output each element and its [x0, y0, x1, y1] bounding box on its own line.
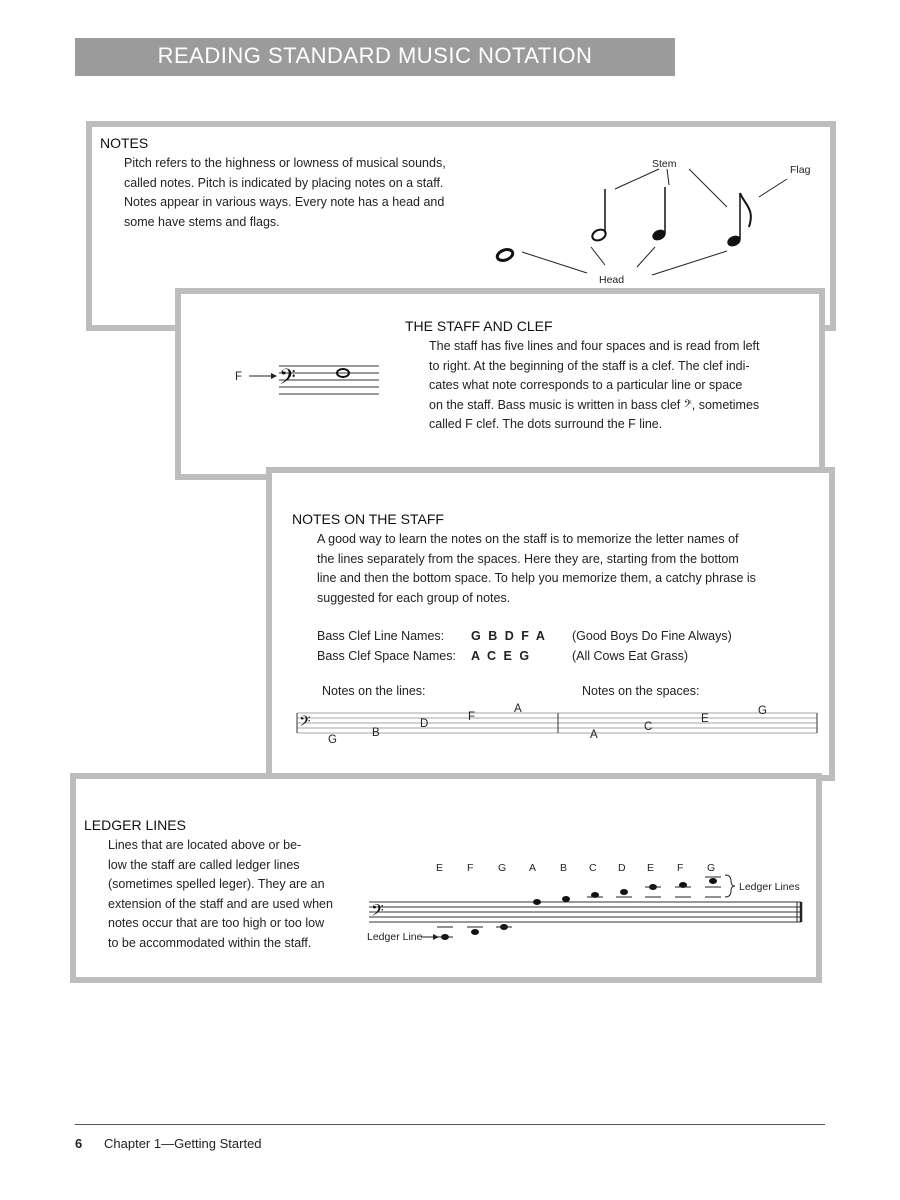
ledger-line: (sometimes spelled leger). They are an — [108, 877, 325, 891]
note-letter: F — [467, 862, 474, 874]
page-title: READING STANDARD MUSIC NOTATION — [157, 43, 593, 68]
note-letter: E — [647, 862, 655, 874]
note-letter: G — [707, 862, 716, 874]
stem-label: Stem — [652, 158, 677, 170]
notes-line: some have stems and flags. — [124, 214, 280, 229]
line-note-letter: D — [420, 718, 429, 730]
ledger-line: extension of the staff and are used when — [108, 896, 333, 911]
space-names-value: A C E G — [471, 649, 532, 663]
line-note-letter: B — [372, 727, 380, 739]
note-letter: F — [677, 862, 684, 874]
f-label: F — [235, 371, 243, 383]
space-note-letter: C — [644, 721, 653, 733]
note-head — [709, 878, 717, 884]
note-head — [471, 929, 479, 935]
space-note-letter: E — [701, 713, 709, 725]
staff-clef-line: on the staff. Bass music is written in bass clef 𝄢, sometimes — [429, 397, 760, 412]
f-clef-diagram — [231, 354, 391, 414]
notes-line: Pitch refers to the highness or lowness of musical sounds, — [124, 156, 446, 170]
notes-on-staff-heading: NOTES ON THE STAFF — [292, 511, 444, 527]
note-letter: A — [529, 862, 537, 874]
bass-clef-icon: 𝄢 — [299, 713, 311, 734]
line-note-letter: A — [514, 703, 522, 715]
line-names-value: G B D F A — [471, 629, 547, 643]
staff-clef-line: The staff has five lines and four spaces and is read from left — [429, 339, 760, 353]
notes-heading: NOTES — [100, 135, 149, 151]
lines-caption: Notes on the lines: — [322, 684, 426, 698]
notes-on-staff-line: line and then the bottom space. To help you memorize them, a catchy phrase is — [317, 571, 756, 585]
note-letter: E — [436, 862, 444, 874]
note-head — [620, 889, 628, 895]
notes-line: called notes. Pitch is indicated by placing notes on a staff. — [124, 175, 444, 190]
note-letter: C — [589, 862, 597, 874]
line-note-letter: F — [468, 711, 476, 723]
line-names-row — [317, 629, 732, 643]
notes-text — [124, 154, 446, 232]
space-names-row — [317, 649, 688, 663]
note-letter: G — [498, 862, 507, 874]
line-note-letter: G — [328, 734, 337, 746]
ledger-line: to be accommodated within the staff. — [108, 935, 312, 950]
staff-clef-text — [429, 337, 760, 435]
space-note-letter: G — [758, 705, 767, 717]
ledger-lines-box — [70, 773, 822, 983]
space-names-label: Bass Clef Space Names: — [317, 649, 456, 663]
footer-rule — [75, 1124, 825, 1125]
line-names-mnemonic: (Good Boys Do Fine Always) — [572, 629, 732, 643]
notes-on-staff-line: suggested for each group of notes. — [317, 590, 511, 605]
staff-clef-line: called F clef. The dots surround the F line. — [429, 417, 663, 431]
page-number: 6 — [75, 1136, 83, 1151]
staff-clef-box — [175, 288, 825, 480]
notes-on-staff-box — [266, 467, 835, 781]
space-note-letter: A — [590, 729, 598, 741]
note-letter: D — [618, 862, 626, 874]
notes-line: Notes appear in various ways. Every note has a head and — [124, 195, 445, 209]
ledger-lines-diagram — [361, 857, 811, 957]
ledger-lines-label: Ledger Lines — [739, 881, 800, 893]
staff-lines — [369, 902, 801, 922]
notes-on-staff-line: A good way to learn the notes on the staff is to memorize the letter names of — [317, 532, 739, 546]
staff-clef-line: to right. At the beginning of the staff is a clef. The clef indi- — [429, 358, 750, 373]
whole-note — [496, 248, 514, 263]
space-names-mnemonic: (All Cows Eat Grass) — [572, 649, 688, 663]
bass-clef-icon: 𝄢 — [279, 365, 296, 395]
line-names-label: Bass Clef Line Names: — [317, 629, 445, 643]
staff-clef-heading: THE STAFF AND CLEF — [405, 318, 553, 334]
staff-clef-line: cates what note corresponds to a particular line or space — [429, 378, 743, 392]
ledger-line-label: Ledger Line — [367, 931, 423, 943]
title-banner — [75, 38, 675, 76]
flag-shape — [740, 193, 751, 227]
note-head — [533, 899, 541, 905]
ledger-line: low the staff are called ledger lines — [108, 857, 300, 872]
notes-on-staff-line: the lines separately from the spaces. Here they are, starting from the bottom — [317, 551, 739, 566]
note-head — [562, 896, 570, 902]
notes-on-staff-text — [317, 530, 756, 608]
ledger-heading: LEDGER LINES — [84, 817, 186, 833]
ledger-line: Lines that are located above or be- — [108, 838, 302, 852]
chapter-title: Chapter 1—Getting Started — [104, 1136, 262, 1151]
spaces-caption: Notes on the spaces: — [582, 684, 700, 698]
head-label: Head — [599, 274, 625, 286]
ledger-text — [108, 836, 333, 953]
ledger-line: notes occur that are too high or too low — [108, 916, 325, 930]
notes-staff-diagram — [292, 701, 822, 749]
note-anatomy-diagram — [487, 147, 827, 292]
note-letter: B — [560, 862, 568, 874]
bass-clef-icon: 𝄢 — [371, 900, 384, 924]
flag-label: Flag — [790, 164, 811, 176]
